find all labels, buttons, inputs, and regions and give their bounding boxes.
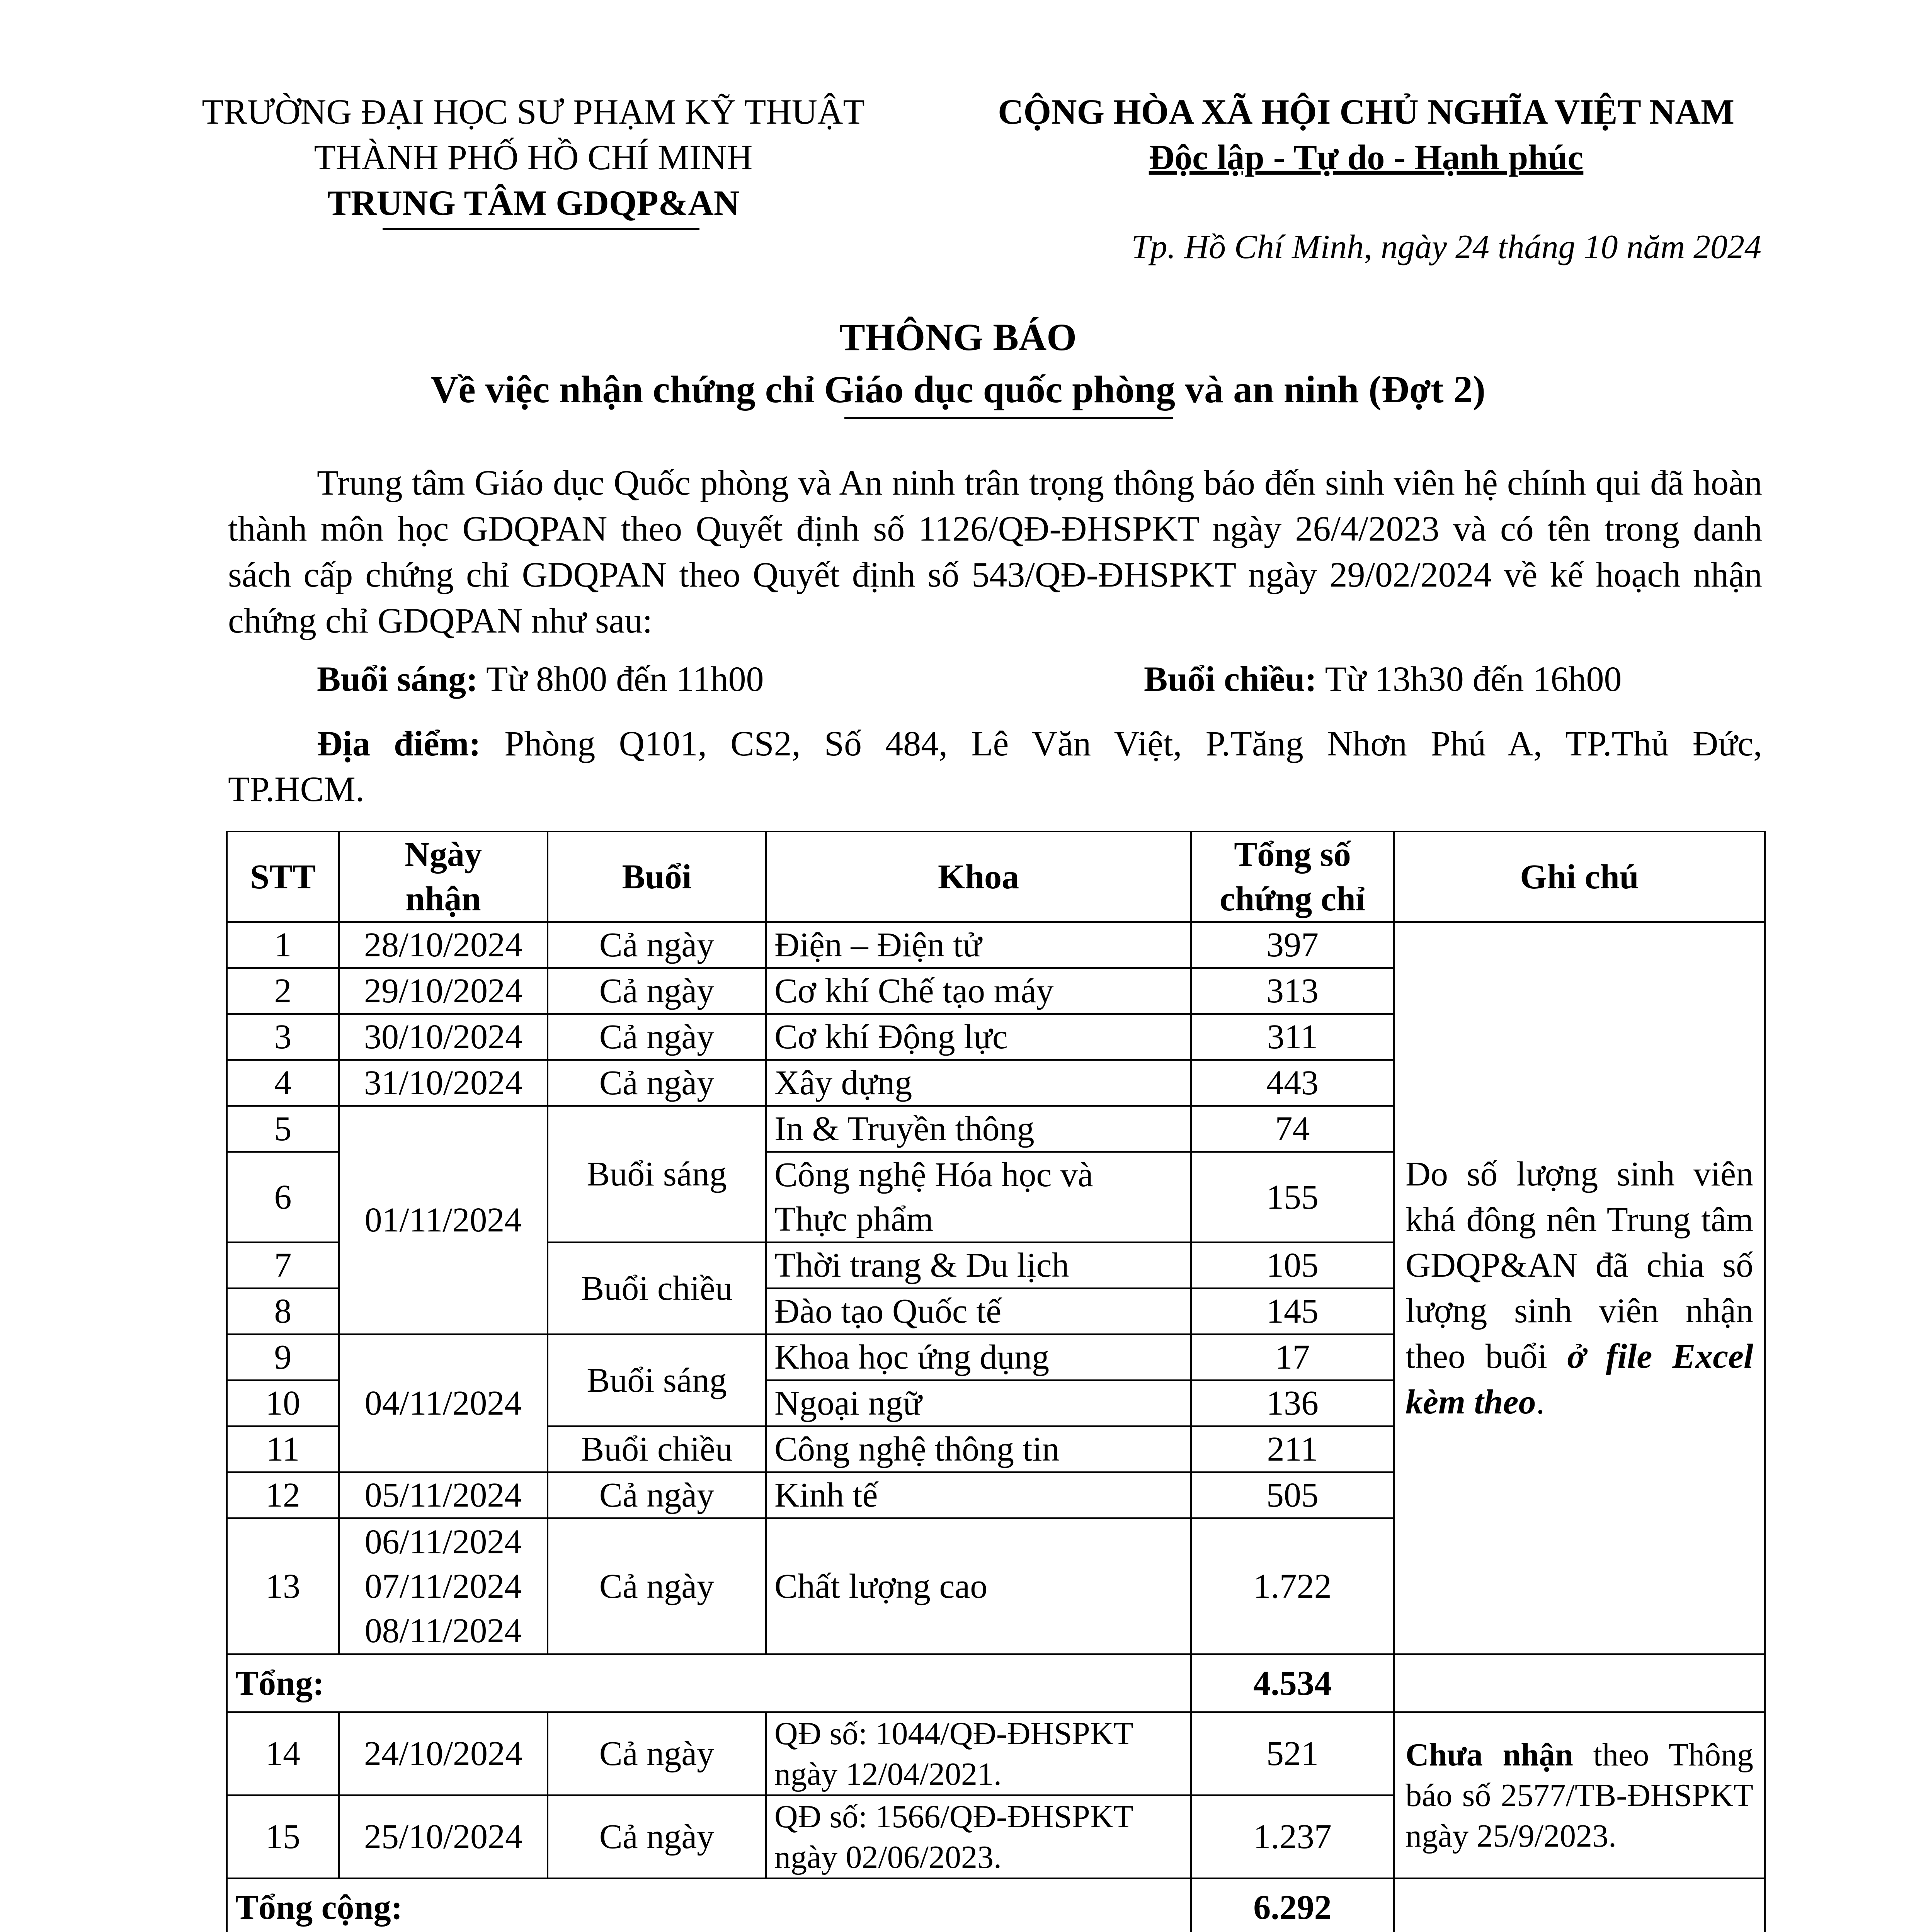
header-total-line-1: Tổng số: [1234, 835, 1351, 874]
note-extra-emphasis: Chưa nhận: [1406, 1736, 1573, 1773]
cell-stt: 13: [227, 1518, 339, 1654]
cell-faculty: Đào tạo Quốc tế: [766, 1288, 1191, 1334]
certificate-schedule-table: [226, 831, 1766, 1932]
location-line: [228, 721, 1762, 767]
cell-stt: 5: [227, 1106, 339, 1152]
cell-session: Cả ngày: [548, 1712, 766, 1795]
cell-stt: 11: [227, 1426, 339, 1472]
faculty-line-1: Công nghệ Hóa học và: [774, 1156, 1093, 1194]
decision-line-1: QĐ số: 1044/QĐ-ĐHSPKT: [774, 1715, 1133, 1752]
cell-date: [339, 1518, 548, 1654]
subtotal-label: Tổng:: [227, 1654, 1191, 1712]
header-total-line-2: chứng chỉ: [1220, 880, 1365, 918]
cell-session: Cả ngày: [548, 968, 766, 1014]
cell-faculty: Ngoại ngữ: [766, 1380, 1191, 1426]
intro-text: Trung tâm Giáo dục Quốc phòng và An ninh trân trọng thông báo đến sinh viên hệ chính qui đã hoàn thành môn học GDQPAN theo Quyết định số 1126/QĐ-ĐHSPKT ngày 26/4/2023 và có tên trong danh sách cấp chứng chỉ GDQPAN theo Quyết định số 543/QĐ-ĐHSPKT ngày 29/02/2024 về kế hoạch nhận chứng chỉ GDQPAN như sau:: [228, 463, 1762, 640]
org-line-2: THÀNH PHỐ HỒ CHÍ MINH: [314, 138, 753, 177]
cell-note-extra: [1394, 1712, 1765, 1878]
cell-faculty: Thời trang & Du lịch: [766, 1242, 1191, 1288]
note-extra-text: theo Thông báo số 2577/TB-ĐHSPKT ngày 25/9/2023.: [1406, 1736, 1754, 1854]
cell-date: 25/10/2024: [339, 1795, 548, 1878]
morning-label: Buổi sáng:: [317, 659, 478, 699]
subtotal-value: 4.534: [1191, 1654, 1394, 1712]
cell-faculty: Cơ khí Chế tạo máy: [766, 968, 1191, 1014]
cell-faculty: Điện – Điện tử: [766, 922, 1191, 968]
header-total: [1191, 832, 1394, 922]
afternoon-schedule: [1144, 657, 1622, 701]
cell-session: Cả ngày: [548, 1060, 766, 1106]
subtotal-note: [1394, 1654, 1765, 1712]
cell-total: 521: [1191, 1712, 1394, 1795]
date-line-1: 06/11/2024: [364, 1522, 522, 1561]
cell-total: 443: [1191, 1060, 1394, 1106]
org-line-3: TRUNG TÂM GDQP&AN: [327, 183, 740, 223]
cell-stt: 12: [227, 1472, 339, 1518]
location-label: Địa điểm:: [317, 724, 481, 763]
cell-session: Buổi chiều: [548, 1242, 766, 1334]
cell-note-main: [1394, 922, 1765, 1654]
morning-time: Từ 8h00 đến 11h00: [486, 659, 764, 699]
cell-date: 31/10/2024: [339, 1060, 548, 1106]
header-note: Ghi chú: [1394, 832, 1765, 922]
national-motto: [943, 89, 1789, 180]
cell-stt: 9: [227, 1334, 339, 1380]
cell-faculty: Khoa học ứng dụng: [766, 1334, 1191, 1380]
cell-stt: 10: [227, 1380, 339, 1426]
header-date-line-1: Ngày: [405, 835, 482, 874]
cell-total: 313: [1191, 968, 1394, 1014]
note-main-emphasis: ở file Excel kèm theo: [1406, 1337, 1753, 1421]
cell-total: 311: [1191, 1014, 1394, 1060]
cell-faculty: Cơ khí Động lực: [766, 1014, 1191, 1060]
cell-session: Cả ngày: [548, 1795, 766, 1878]
cell-faculty: [766, 1712, 1191, 1795]
document-title: THÔNG BÁO: [839, 316, 1077, 359]
note-main-text: Do số lượng sinh viên khá đông nên Trung tâm GDQP&AN đã chia số lượng sinh viên nhận theo buổi: [1406, 1155, 1753, 1376]
table-row: [227, 1712, 1765, 1795]
grand-total-label: Tổng cộng:: [227, 1878, 1191, 1932]
date-line-2: 07/11/2024: [364, 1567, 522, 1605]
cell-faculty: Chất lượng cao: [766, 1518, 1191, 1654]
cell-total: 105: [1191, 1242, 1394, 1288]
cell-session: Cả ngày: [548, 1014, 766, 1060]
cell-stt: 8: [227, 1288, 339, 1334]
date-place: Tp. Hồ Chí Minh, ngày 24 tháng 10 năm 2024: [1131, 228, 1761, 266]
header-date-line-2: nhận: [405, 880, 481, 918]
org-underline: [383, 228, 699, 230]
cell-session: Buổi sáng: [548, 1106, 766, 1242]
cell-faculty: In & Truyền thông: [766, 1106, 1191, 1152]
decision-line-1: QĐ số: 1566/QĐ-ĐHSPKT: [774, 1798, 1133, 1835]
table-header-row: [227, 832, 1765, 922]
cell-stt: 2: [227, 968, 339, 1014]
title-underline: [844, 417, 1173, 419]
cell-session: Buổi chiều: [548, 1426, 766, 1472]
cell-date: 24/10/2024: [339, 1712, 548, 1795]
cell-date: 05/11/2024: [339, 1472, 548, 1518]
cell-total: 505: [1191, 1472, 1394, 1518]
cell-date: 30/10/2024: [339, 1014, 548, 1060]
cell-stt: 7: [227, 1242, 339, 1288]
cell-date: 29/10/2024: [339, 968, 548, 1014]
faculty-line-2: Thực phẩm: [774, 1200, 934, 1238]
nation-line-1: CỘNG HÒA XÃ HỘI CHỦ NGHĨA VIỆT NAM: [998, 92, 1734, 131]
cell-total: 397: [1191, 922, 1394, 968]
afternoon-time: Từ 13h30 đến 16h00: [1325, 659, 1622, 699]
morning-schedule: [317, 657, 764, 701]
afternoon-label: Buổi chiều:: [1144, 659, 1317, 699]
date-line-3: 08/11/2024: [364, 1611, 522, 1650]
header-stt: STT: [227, 832, 339, 922]
cell-date: 01/11/2024: [339, 1106, 548, 1334]
cell-faculty: Kinh tế: [766, 1472, 1191, 1518]
header-date: [339, 832, 548, 922]
table-row: [227, 922, 1765, 968]
cell-total: 74: [1191, 1106, 1394, 1152]
cell-stt: 4: [227, 1060, 339, 1106]
grand-total-value: 6.292: [1191, 1878, 1394, 1932]
note-main-end: .: [1536, 1383, 1545, 1421]
decision-line-2: ngày 02/06/2023.: [774, 1839, 1002, 1875]
nation-line-2: [943, 134, 1789, 180]
cell-total: 1.237: [1191, 1795, 1394, 1878]
motto-text: Độc lập - Tự do - Hạnh phúc: [1149, 138, 1584, 177]
cell-session: Cả ngày: [548, 1472, 766, 1518]
cell-faculty: [766, 1152, 1191, 1242]
decision-line-2: ngày 12/04/2021.: [774, 1756, 1002, 1792]
cell-total: 136: [1191, 1380, 1394, 1426]
intro-paragraph: [228, 460, 1762, 644]
cell-stt: 14: [227, 1712, 339, 1795]
location-line-2: TP.HCM.: [228, 769, 364, 809]
cell-stt: 1: [227, 922, 339, 968]
org-line-1: TRƯỜNG ĐẠI HỌC SƯ PHẠM KỸ THUẬT: [202, 92, 865, 131]
cell-date: 04/11/2024: [339, 1334, 548, 1472]
cell-total: 155: [1191, 1152, 1394, 1242]
cell-session: Cả ngày: [548, 922, 766, 968]
cell-session: Cả ngày: [548, 1518, 766, 1654]
location-text: Phòng Q101, CS2, Số 484, Lê Văn Việt, P.Tăng Nhơn Phú A, TP.Thủ Đức,: [504, 724, 1763, 763]
cell-date: 28/10/2024: [339, 922, 548, 968]
cell-session: Buổi sáng: [548, 1334, 766, 1426]
document-subtitle: Về việc nhận chứng chỉ Giáo dục quốc phòng và an ninh (Đợt 2): [431, 368, 1485, 411]
cell-stt: 6: [227, 1152, 339, 1242]
cell-faculty: Công nghệ thông tin: [766, 1426, 1191, 1472]
cell-stt: 15: [227, 1795, 339, 1878]
cell-stt: 3: [227, 1014, 339, 1060]
grand-total-row: [227, 1878, 1765, 1932]
header-faculty: Khoa: [766, 832, 1191, 922]
cell-faculty: Xây dựng: [766, 1060, 1191, 1106]
cell-total: 145: [1191, 1288, 1394, 1334]
issuing-organization: [162, 89, 904, 226]
cell-total: 17: [1191, 1334, 1394, 1380]
cell-total: 211: [1191, 1426, 1394, 1472]
cell-total: 1.722: [1191, 1518, 1394, 1654]
header-session: Buổi: [548, 832, 766, 922]
subtotal-row: [227, 1654, 1765, 1712]
grand-total-note: [1394, 1878, 1765, 1932]
cell-faculty: [766, 1795, 1191, 1878]
